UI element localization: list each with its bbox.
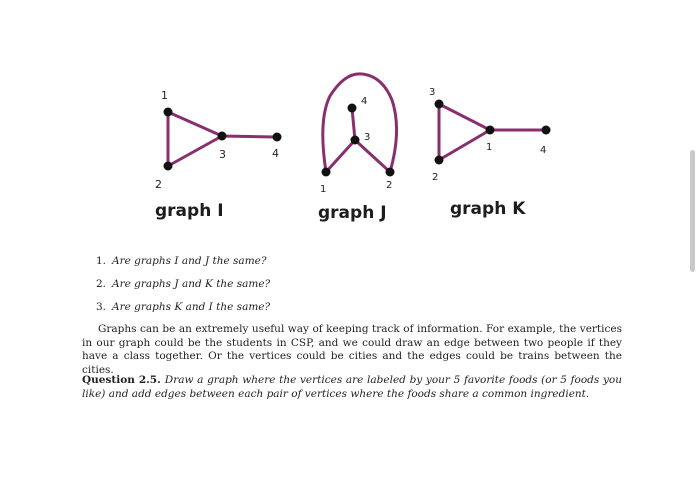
graph-j-label: 3 xyxy=(364,132,371,143)
graph-k-edge xyxy=(439,130,493,160)
question-2-5 xyxy=(82,374,622,401)
graph-k xyxy=(429,87,551,219)
graph-i-vertex xyxy=(273,133,282,142)
list-item xyxy=(96,296,270,319)
question-text: Are graphs J and K the same? xyxy=(112,278,271,290)
graph-j-vertex xyxy=(322,168,331,177)
graph-i-label: 1 xyxy=(161,89,168,102)
graph-j-vertex xyxy=(386,168,395,177)
graph-k-vertex xyxy=(486,126,495,135)
question-text: Are graphs I and J the same? xyxy=(112,255,267,267)
graph-j-edge xyxy=(352,108,355,140)
graph-j-vertex xyxy=(351,136,360,145)
graph-j-edge xyxy=(355,140,390,172)
graph-j-label: 2 xyxy=(386,180,393,191)
graph-j-label: 4 xyxy=(361,96,368,107)
scrollbar[interactable] xyxy=(690,150,695,272)
graph-k-vertex xyxy=(542,126,551,135)
graph-k-caption: graph K xyxy=(450,199,526,219)
graph-i-edge xyxy=(168,136,222,166)
graph-i-label: 4 xyxy=(272,147,279,160)
graph-k-label: 1 xyxy=(486,142,493,153)
graph-k-edge xyxy=(439,104,490,130)
list-item xyxy=(96,273,270,296)
question-body: Draw a graph where the vertices are labeled by your 5 favorite foods (or 5 foods you like) and add edges between each pair of vertices where the foods share a common ingredient. xyxy=(82,374,622,400)
list-number: 1. xyxy=(96,255,107,267)
list-item xyxy=(96,250,270,273)
graph-i-vertex xyxy=(164,108,173,117)
list-number: 3. xyxy=(96,301,107,313)
graph-j-label: 1 xyxy=(320,184,327,195)
graph-j-vertex xyxy=(348,104,357,113)
graph-k-label: 3 xyxy=(429,87,436,98)
graph-i-label: 3 xyxy=(219,148,226,161)
question-list xyxy=(96,250,270,319)
graph-i-edge xyxy=(222,136,276,137)
question-heading: Question 2.5. xyxy=(82,374,161,386)
graph-k-label: 4 xyxy=(540,145,547,156)
intro-paragraph: Graphs can be an extremely useful way of keeping track of information. For example, the vertices in our graph could be the students in CSP, and we could draw an edge between two people if they have a class together. Or the vertices could be cities and the edges could be trains between the cities. xyxy=(82,323,622,376)
graph-k-vertex xyxy=(435,156,444,165)
graph-i-vertex xyxy=(218,132,227,141)
graph-j-caption: graph J xyxy=(318,203,387,223)
graph-i-label: 2 xyxy=(155,178,162,191)
graph-k-label: 2 xyxy=(432,172,439,183)
graph-i-edge xyxy=(168,112,222,136)
list-number: 2. xyxy=(96,278,107,290)
graph-i xyxy=(155,89,282,221)
graph-j-edge xyxy=(323,74,397,172)
graph-k-vertex xyxy=(435,100,444,109)
graph-j xyxy=(318,74,397,223)
graph-i-vertex xyxy=(164,162,173,171)
graph-j-edge xyxy=(326,140,355,172)
graph-figure xyxy=(0,0,700,240)
question-text: Are graphs K and I the same? xyxy=(112,301,271,313)
graph-i-caption: graph I xyxy=(155,201,224,221)
